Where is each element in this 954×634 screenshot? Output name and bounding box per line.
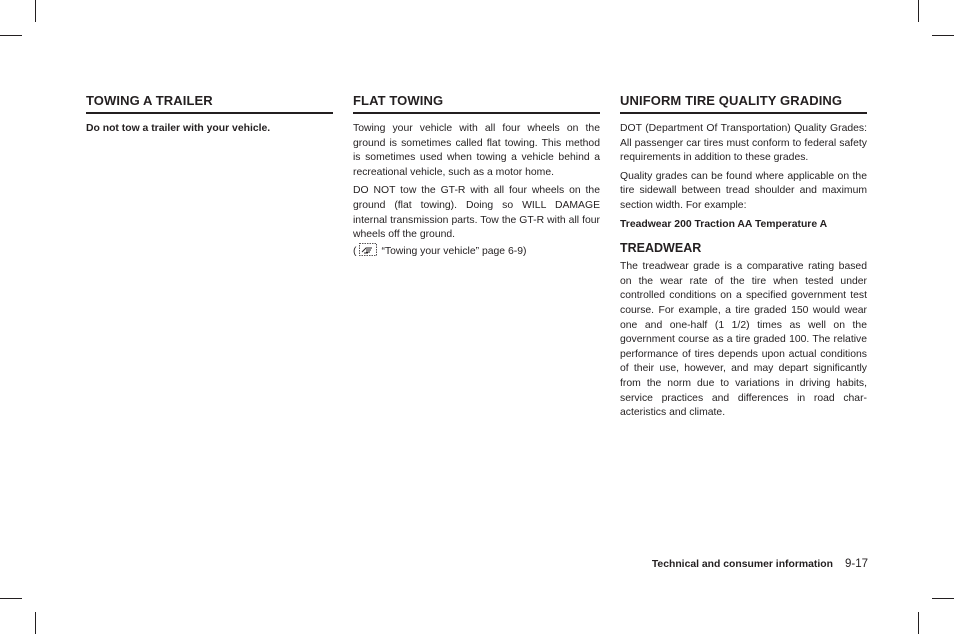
crop-mark <box>918 612 919 634</box>
body-paragraph: Towing your vehicle with all four wheels on the ground is sometimes called flat towing. This method is sometimes used when towing a vehicle behind a recreational vehicle, such as a motor home. <box>353 123 600 178</box>
footer-section-title: Technical and consumer information <box>651 559 833 570</box>
page-number: 9-17 <box>844 558 868 570</box>
reference-open-paren: ( <box>353 245 357 257</box>
section-heading: FLAT TOWING <box>353 93 600 114</box>
section-heading: TOWING A TRAILER <box>86 93 333 114</box>
body-text: DO NOT tow the GT-R with all four wheels on the ground (flat towing). Doing so WILL DAMAGE internal transmission parts. Tow the GT-R with all four wheels off the ground. <box>353 185 600 241</box>
crop-mark <box>932 35 954 36</box>
column-uniform-tire-quality-grading <box>620 93 867 421</box>
crop-mark <box>35 0 36 22</box>
body-paragraph <box>353 184 600 259</box>
reference-text: “Towing your vehicle” page 6-9) <box>381 245 527 257</box>
crop-mark <box>918 0 919 22</box>
crop-mark <box>0 35 22 36</box>
crop-mark <box>35 612 36 634</box>
crop-mark <box>932 598 954 599</box>
column-flat-towing <box>353 93 600 259</box>
page-footer <box>652 557 868 572</box>
body-paragraph: DOT (Department Of Transportation) Quality Grades: All passenger car tires must conform to federal safety requirements in addition to these grades. <box>620 123 867 164</box>
crop-mark <box>0 598 22 599</box>
column-towing-a-trailer <box>86 93 333 137</box>
subsection-heading: TREADWEAR <box>620 241 702 256</box>
body-paragraph: Quality grades can be found where applicable on the tire sidewall between tread shoulder and maximum section width. For example: <box>620 170 867 211</box>
section-heading: UNIFORM TIRE QUALITY GRADING <box>620 93 867 114</box>
body-paragraph: The treadwear grade is a comparative rating based on the wear rate of the tire when tested under controlled conditions on a specified government test course. For example, a tire graded 150 would wear one and one-half (1 1/2) times as well on the government course as a tire graded 100. The relative performance of tires depends upon actual conditions of their use, however, and may depart significantly from the norm due to variations in driving habits, service practices and differences in road char-acteristics and climate. <box>620 261 867 419</box>
example-grade-text: Treadwear 200 Traction AA Temperature A <box>620 218 828 230</box>
page-reference-hand-icon <box>359 243 377 256</box>
warning-text: Do not tow a trailer with your vehicle. <box>86 123 271 134</box>
page-reference[interactable] <box>353 243 600 260</box>
